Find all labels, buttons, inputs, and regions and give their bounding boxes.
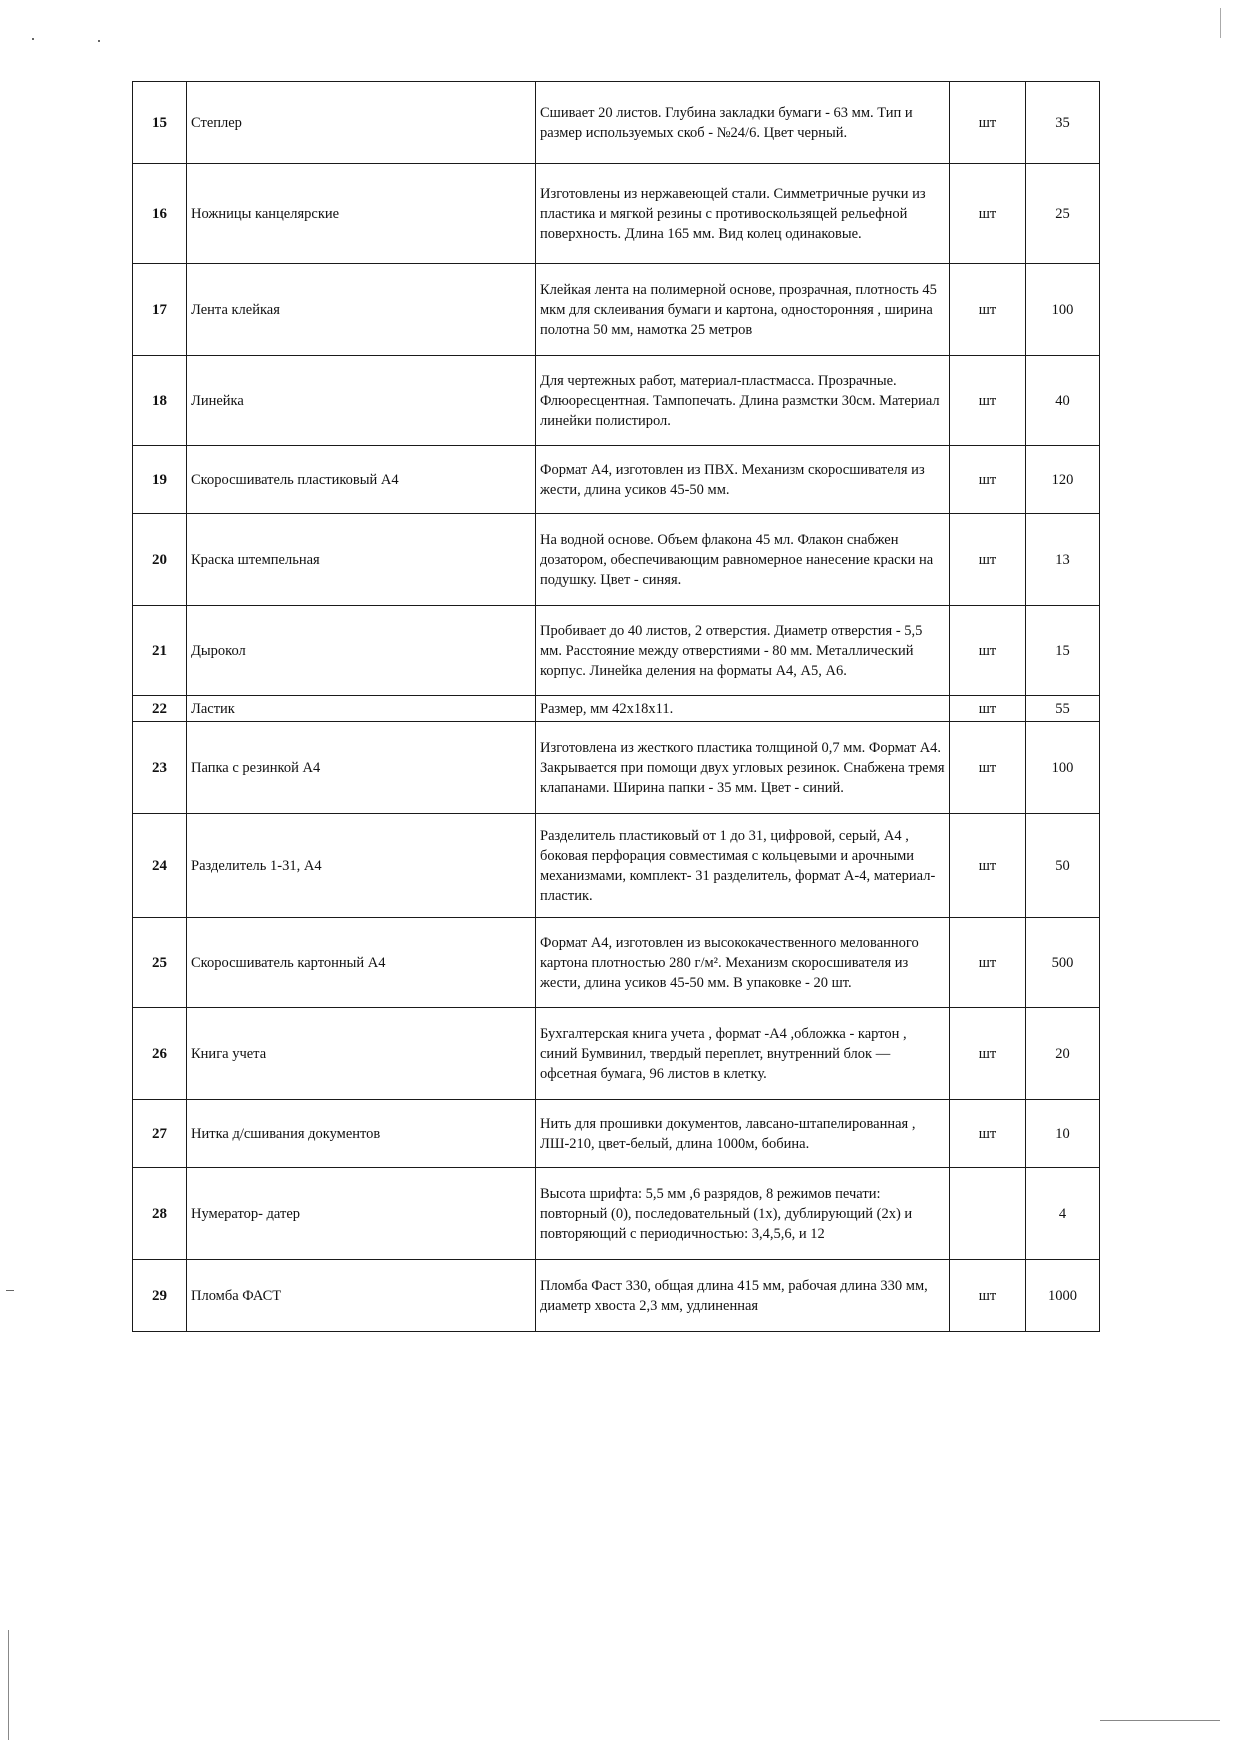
item-quantity: 35 <box>1026 82 1100 164</box>
item-description: Высота шрифта: 5,5 мм ,6 разрядов, 8 режимов печати: повторный (0), последовательный (1х), дублирующий (2х) и повторяющий с периодичностью: 3,4,5,6, и 12 <box>536 1168 950 1260</box>
item-name: Скоросшиватель пластиковый А4 <box>187 446 536 514</box>
item-quantity: 50 <box>1026 814 1100 918</box>
item-description: Изготовлена из жесткого пластика толщиной 0,7 мм. Формат А4. Закрывается при помощи двух угловых резинок. Снабжена тремя клапанами. Ширина папки - 35 мм. Цвет - синий. <box>536 722 950 814</box>
specification-table <box>132 81 1100 1332</box>
table-body <box>133 82 1100 1332</box>
item-quantity: 120 <box>1026 446 1100 514</box>
item-quantity: 25 <box>1026 164 1100 264</box>
item-description: Изготовлены из нержавеющей стали. Симметричные ручки из пластика и мягкой резины с противоскользящей рельефной поверхность. Длина 165 мм. Вид колец одинаковые. <box>536 164 950 264</box>
item-name: Линейка <box>187 356 536 446</box>
row-number: 19 <box>133 446 187 514</box>
table-row <box>133 606 1100 696</box>
item-quantity: 1000 <box>1026 1260 1100 1332</box>
table-row <box>133 446 1100 514</box>
scan-dot <box>32 38 34 40</box>
item-unit: шт <box>950 514 1026 606</box>
item-description: Формат А4, изготовлен из высококачественного мелованного картона плотностью 280 г/м². Механизм скоросшивателя из жести, длина усиков 45-50 мм. В упаковке - 20 шт. <box>536 918 950 1008</box>
row-number: 27 <box>133 1100 187 1168</box>
item-description: Бухгалтерская книга учета , формат -А4 ,обложка - картон , синий Бумвинил, твердый переплет, внутренний блок — офсетная бумага, 96 листов в клетку. <box>536 1008 950 1100</box>
item-unit: шт <box>950 1100 1026 1168</box>
row-number: 26 <box>133 1008 187 1100</box>
item-name: Лента клейкая <box>187 264 536 356</box>
item-description: Для чертежных работ, материал-пластмасса. Прозрачные. Флюоресцентная. Тампопечать. Длина размстки 30см. Материал линейки полистирол. <box>536 356 950 446</box>
item-unit: шт <box>950 1008 1026 1100</box>
item-quantity: 13 <box>1026 514 1100 606</box>
row-number: 28 <box>133 1168 187 1260</box>
item-description: Сшивает 20 листов. Глубина закладки бумаги - 63 мм. Тип и размер используемых скоб - №24/6. Цвет черный. <box>536 82 950 164</box>
item-quantity: 4 <box>1026 1168 1100 1260</box>
item-quantity: 100 <box>1026 264 1100 356</box>
item-name: Пломба ФАСТ <box>187 1260 536 1332</box>
table-row <box>133 696 1100 722</box>
item-name: Книга учета <box>187 1008 536 1100</box>
row-number: 15 <box>133 82 187 164</box>
table-row <box>133 1008 1100 1100</box>
row-number: 16 <box>133 164 187 264</box>
table-row <box>133 1260 1100 1332</box>
row-number: 25 <box>133 918 187 1008</box>
item-unit: шт <box>950 446 1026 514</box>
item-unit: шт <box>950 1260 1026 1332</box>
table-row <box>133 356 1100 446</box>
row-number: 20 <box>133 514 187 606</box>
table-row <box>133 1100 1100 1168</box>
item-quantity: 500 <box>1026 918 1100 1008</box>
item-name: Краска штемпельная <box>187 514 536 606</box>
item-quantity: 10 <box>1026 1100 1100 1168</box>
table-row <box>133 722 1100 814</box>
item-unit: шт <box>950 264 1026 356</box>
item-description: На водной основе. Объем флакона 45 мл. Флакон снабжен дозатором, обеспечивающим равномерное нанесение краски на подушку. Цвет - синяя. <box>536 514 950 606</box>
item-name: Степлер <box>187 82 536 164</box>
item-description: Пробивает до 40 листов, 2 отверстия. Диаметр отверстия - 5,5 мм. Расстояние между отверстиями - 80 мм. Металлический корпус. Линейка деления на форматы А4, А5, А6. <box>536 606 950 696</box>
item-description: Формат А4, изготовлен из ПВХ. Механизм скоросшивателя из жести, длина усиков 45-50 мм. <box>536 446 950 514</box>
item-quantity: 100 <box>1026 722 1100 814</box>
item-unit: шт <box>950 356 1026 446</box>
row-number: 24 <box>133 814 187 918</box>
row-number: 22 <box>133 696 187 722</box>
scan-dot <box>1100 1720 1220 1721</box>
item-quantity: 40 <box>1026 356 1100 446</box>
item-name: Нумератор- датер <box>187 1168 536 1260</box>
item-description: Размер, мм 42х18х11. <box>536 696 950 722</box>
item-unit: шт <box>950 164 1026 264</box>
table-row <box>133 514 1100 606</box>
item-description: Разделитель пластиковый от 1 до 31, цифровой, серый, А4 , боковая перфорация совместимая с кольцевыми и арочными механизмами, комплект- 31 разделитель, формат А-4, материал-пластик. <box>536 814 950 918</box>
table-row <box>133 1168 1100 1260</box>
item-unit <box>950 1168 1026 1260</box>
row-number: 23 <box>133 722 187 814</box>
table-row <box>133 164 1100 264</box>
row-number: 29 <box>133 1260 187 1332</box>
row-number: 18 <box>133 356 187 446</box>
item-name: Папка с резинкой А4 <box>187 722 536 814</box>
item-description: Нить для прошивки документов, лавсано-штапелированная , ЛШ-210, цвет-белый, длина 1000м, бобина. <box>536 1100 950 1168</box>
item-unit: шт <box>950 722 1026 814</box>
item-unit: шт <box>950 814 1026 918</box>
item-name: Ластик <box>187 696 536 722</box>
table-row <box>133 918 1100 1008</box>
table-row <box>133 264 1100 356</box>
item-name: Дырокол <box>187 606 536 696</box>
item-unit: шт <box>950 918 1026 1008</box>
item-quantity: 55 <box>1026 696 1100 722</box>
item-description: Пломба Фаст 330, общая длина 415 мм, рабочая длина 330 мм, диаметр хвоста 2,3 мм, удлиненная <box>536 1260 950 1332</box>
scan-dot <box>6 1290 14 1291</box>
table-row <box>133 82 1100 164</box>
scan-dot <box>8 1630 9 1740</box>
row-number: 17 <box>133 264 187 356</box>
item-name: Ножницы канцелярские <box>187 164 536 264</box>
item-unit: шт <box>950 82 1026 164</box>
scan-dot <box>98 40 100 42</box>
item-quantity: 20 <box>1026 1008 1100 1100</box>
item-unit: шт <box>950 696 1026 722</box>
row-number: 21 <box>133 606 187 696</box>
item-name: Нитка д/сшивания документов <box>187 1100 536 1168</box>
item-name: Разделитель 1-31, А4 <box>187 814 536 918</box>
item-quantity: 15 <box>1026 606 1100 696</box>
item-unit: шт <box>950 606 1026 696</box>
item-description: Клейкая лента на полимерной основе, прозрачная, плотность 45 мкм для склеивания бумаги и картона, односторонняя , ширина полотна 50 мм, намотка 25 метров <box>536 264 950 356</box>
table-row <box>133 814 1100 918</box>
scan-dot <box>1220 8 1221 38</box>
item-name: Скоросшиватель картонный А4 <box>187 918 536 1008</box>
